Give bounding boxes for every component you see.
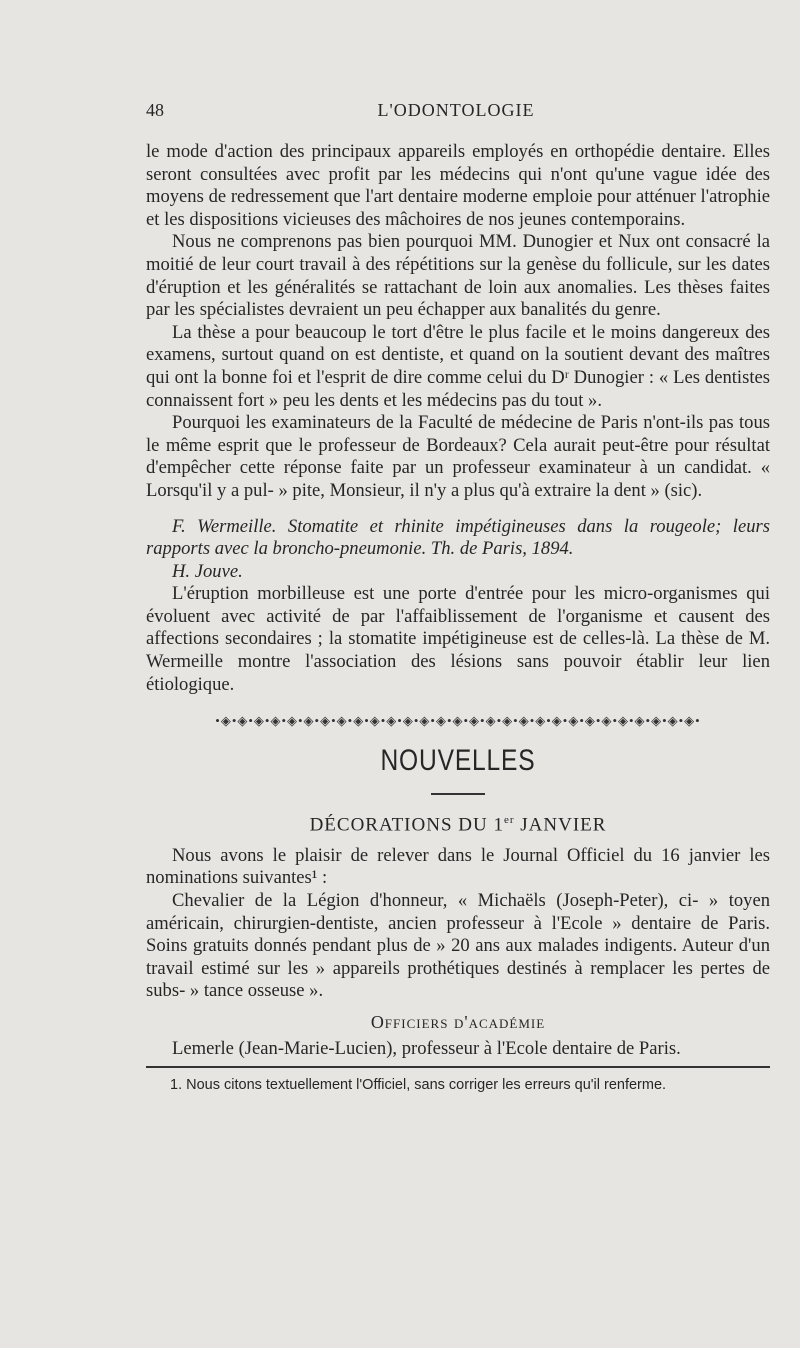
paragraph-continuation: le mode d'action des principaux appareils employés en orthopédie dentaire. Elles seront consultées avec profit par les médecins qui n'ont qu'une vague idée des moyens de redressement que l'art dentaire moderne emploie pour atténuer l'atrophie et les dispositions vicieuses des mâchoires de nos jeunes contemporains. [146, 141, 770, 230]
running-title: L'ODONTOLOGIE [377, 100, 535, 120]
paragraph-lemerle: Lemerle (Jean-Marie-Lucien), professeur à l'Ecole dentaire de Paris. [172, 1037, 681, 1059]
footnote-rule [146, 1066, 770, 1068]
bibliography-entry [146, 516, 770, 584]
page-number: 48 [146, 100, 164, 120]
footnote-text: 1. Nous citons textuellement l'Officiel, sans corriger les erreurs qu'il renferme. [170, 1077, 667, 1094]
paragraph-examinateurs: Pourquoi les examinateurs de la Faculté de médecine de Paris n'ont-ils pas tous le même esprit que le professeur de Bordeaux? Cela aurait peut-être pour résultat d'empêcher cette réponse faite par un professeur examinateur à un candidat. « Lorsqu'il y a pul- » pite, Monsieur, il n'y a plus qu'à extraire la dent » (sic). [146, 412, 770, 501]
paragraph-these: La thèse a pour beaucoup le tort d'être le plus facile et le moins dangereux des examens, surtout quand on est dentiste, et quand on la soutient devant des maîtres qui ont la bonne foi et l'esprit de dire comme celui du Dʳ Dunogier : « Les dentistes connaissent fort » peu les dents et les médecins pas du tout ». [146, 321, 770, 411]
subtitle-superscript: er [503, 813, 515, 826]
running-header [146, 100, 766, 126]
bibliography-author: H. Jouve. [172, 560, 243, 582]
paragraph-dunogier-nux: Nous ne comprenons pas bien pourquoi MM. Dunogier et Nux ont consacré la moitié de leur court travail à des répétitions sur la genèse du follicule, sur les dates d'éruption et les généralités se rattachant de loin aux anomalies. Les thèses faites par les spécialistes devraient un peu échapper aux banalités du genre. [146, 231, 770, 321]
title-rule [431, 793, 485, 795]
ornamental-divider: •◈•◈•◈•◈•◈•◈•◈•◈•◈•◈•◈•◈•◈•◈•◈•◈•◈•◈•◈•◈•◈•◈•◈•◈•◈•◈•◈•◈•◈• [215, 713, 701, 729]
footnote [146, 1076, 770, 1094]
subheading-officiers: Officiers d'académie [370, 1011, 546, 1032]
subtitle-main: DÉCORATIONS DU 1 [309, 814, 504, 836]
section-title: NOUVELLES [380, 743, 536, 777]
section-subtitle [146, 809, 770, 837]
subtitle-end: JANVIER [514, 814, 607, 836]
paragraph-chevalier: Chevalier de la Légion d'honneur, « Michaëls (Joseph-Peter), ci- » toyen américain, chirurgien-dentiste, ancien professeur à l'Ecole » dentaire de Paris. Soins gratuits donnés pendant plus de » 20 ans aux malades indigents. Auteur d'un travail estimé sur les » appareils prothétiques destinés à remplacer les pertes de subs- » tance osseuse ». [146, 889, 770, 1002]
paragraph-nominations: Nous avons le plaisir de relever dans le Journal Officiel du 16 janvier les nominations suivantes¹ : [146, 844, 770, 889]
paragraph-eruption: L'éruption morbilleuse est une porte d'entrée pour les micro-organismes qui évoluent avec activité de par l'affaiblissement de l'organisme et causent des affections secondaires ; la stomatite impétigineuse est de celles-là. La thèse de M. Wermeille montre l'association des lésions sans pouvoir établir leur lien étiologique. [146, 583, 770, 695]
page-body [146, 141, 770, 1094]
bibliography-line: F. Wermeille. Stomatite et rhinite impétigineuses dans la rougeole; leurs rapports avec la broncho-pneumonie. Th. de Paris, 1894. [146, 515, 770, 560]
